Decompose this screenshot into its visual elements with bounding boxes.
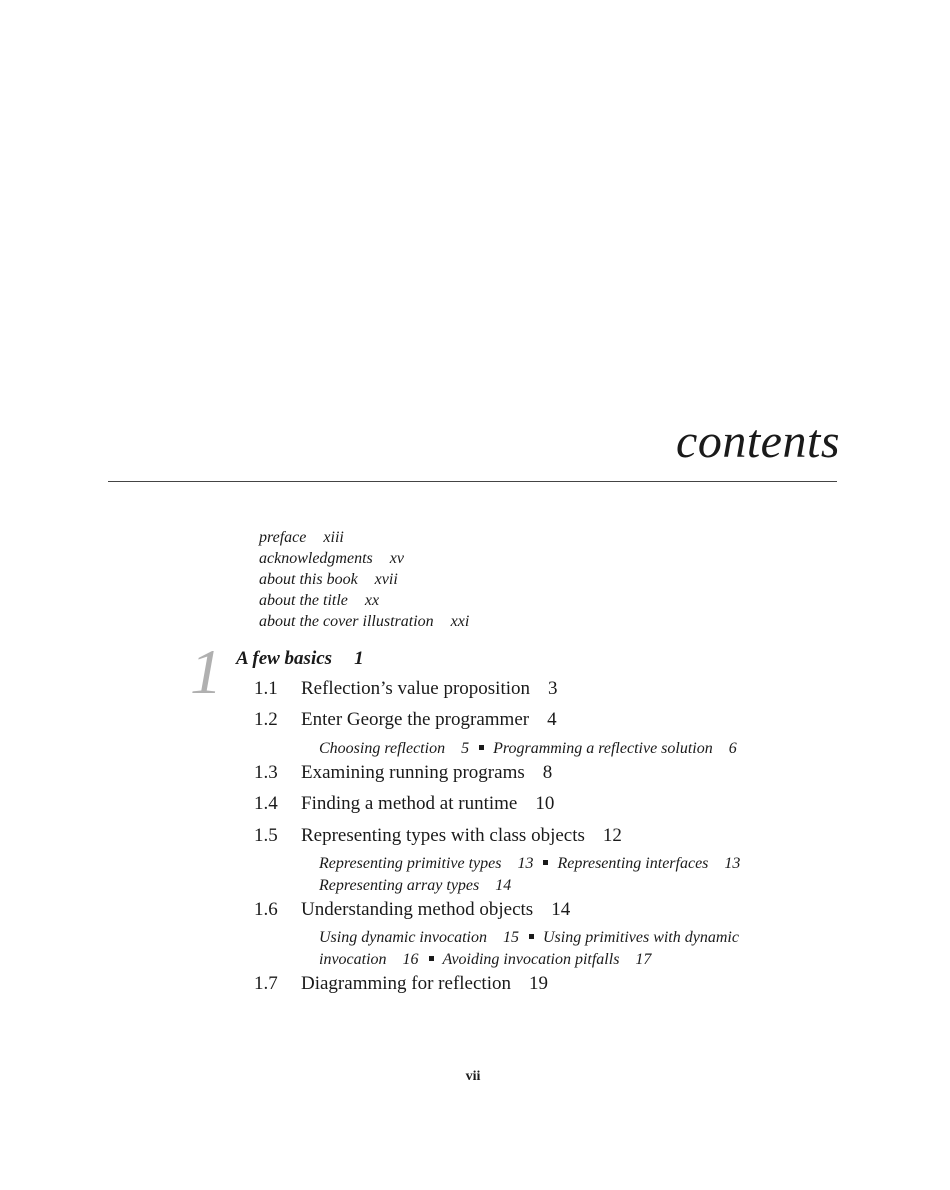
- section-title: Understanding method objects: [301, 899, 534, 920]
- section-number: 1.7: [254, 973, 278, 994]
- subsection-title[interactable]: Representing interfaces: [557, 855, 709, 872]
- subsection-page: 13: [517, 855, 534, 872]
- bullet-separator: [529, 934, 534, 939]
- subsection-page: 17: [635, 951, 652, 968]
- section-page: 10: [535, 793, 555, 814]
- front-matter-page: xxi: [450, 613, 470, 630]
- subsection-page: 14: [495, 877, 512, 894]
- page-folio: vii: [465, 1069, 481, 1084]
- chapter-title[interactable]: [236, 648, 364, 670]
- section-page: 8: [542, 762, 553, 783]
- section-title: Examining running programs: [301, 762, 525, 783]
- subsection-page: 13: [724, 855, 741, 872]
- section-1-5[interactable]: [254, 825, 622, 847]
- subsection-line: [319, 853, 740, 875]
- front-matter-label: about the title: [259, 592, 348, 609]
- front-matter-label: about this book: [259, 571, 358, 588]
- section-1-4[interactable]: [254, 793, 554, 815]
- front-matter-label: acknowledgments: [259, 550, 373, 567]
- bullet-separator: [543, 860, 548, 865]
- front-matter-label: preface: [259, 529, 307, 546]
- chapter-page: 1: [354, 648, 364, 669]
- section-title: Representing types with class objects: [301, 825, 585, 846]
- page-title: contents: [676, 415, 840, 468]
- subsection-title[interactable]: Using primitives with dynamic: [542, 929, 739, 946]
- front-matter-item[interactable]: [259, 590, 469, 611]
- section-1-7[interactable]: [254, 973, 548, 995]
- section-page: 12: [602, 825, 622, 846]
- section-title: Diagramming for reflection: [301, 973, 511, 994]
- front-matter-item[interactable]: [259, 569, 469, 590]
- subsection-title[interactable]: Avoiding invocation pitfalls: [442, 951, 620, 968]
- section-1-3[interactable]: [254, 762, 552, 784]
- subsection-title[interactable]: Using dynamic invocation: [319, 929, 487, 946]
- section-number: 1.6: [254, 899, 278, 920]
- front-matter-page: xv: [389, 550, 404, 567]
- title-rule: [108, 481, 837, 482]
- subsection-line: [319, 738, 737, 760]
- section-number: 1.5: [254, 825, 278, 846]
- front-matter-item[interactable]: [259, 548, 469, 569]
- bullet-separator: [479, 745, 484, 750]
- subsection-page: 16: [402, 951, 419, 968]
- chapter-number: 1: [190, 636, 222, 707]
- subsection-line: [319, 875, 511, 897]
- section-number: 1.3: [254, 762, 278, 783]
- subsection-line: [319, 927, 739, 949]
- subsection-title[interactable]: Programming a reflective solution: [493, 740, 713, 757]
- section-page: 3: [548, 678, 558, 699]
- chapter-title-text: A few basics: [236, 648, 333, 669]
- section-1-6[interactable]: [254, 899, 570, 921]
- front-matter-item[interactable]: [259, 527, 469, 548]
- subsection-page: 15: [502, 929, 519, 946]
- section-page: 4: [547, 709, 557, 730]
- subsection-title[interactable]: Representing array types: [319, 877, 480, 894]
- front-matter-list: [259, 527, 469, 632]
- subsection-line: [319, 949, 651, 971]
- section-title: Enter George the programmer: [301, 709, 530, 730]
- subsection-page: 6: [728, 740, 737, 757]
- subsection-title[interactable]: Representing primitive types: [319, 855, 502, 872]
- subsection-page: 5: [461, 740, 470, 757]
- section-1-2[interactable]: [254, 709, 557, 731]
- section-number: 1.4: [254, 793, 278, 814]
- section-title: Reflection’s value proposition: [301, 678, 531, 699]
- subsection-title-continued[interactable]: invocation: [319, 951, 387, 968]
- front-matter-page: xvii: [374, 571, 398, 588]
- section-number: 1.2: [254, 709, 278, 730]
- section-page: 14: [551, 899, 571, 920]
- front-matter-label: about the cover illustration: [259, 613, 434, 630]
- front-matter-page: xiii: [323, 529, 344, 546]
- section-page: 19: [528, 973, 548, 994]
- bullet-separator: [429, 956, 434, 961]
- section-title: Finding a method at runtime: [301, 793, 518, 814]
- front-matter-page: xx: [364, 592, 380, 609]
- subsection-title[interactable]: Choosing reflection: [319, 740, 446, 757]
- section-number: 1.1: [254, 678, 278, 699]
- section-1-1[interactable]: [254, 678, 558, 700]
- front-matter-item[interactable]: [259, 611, 469, 632]
